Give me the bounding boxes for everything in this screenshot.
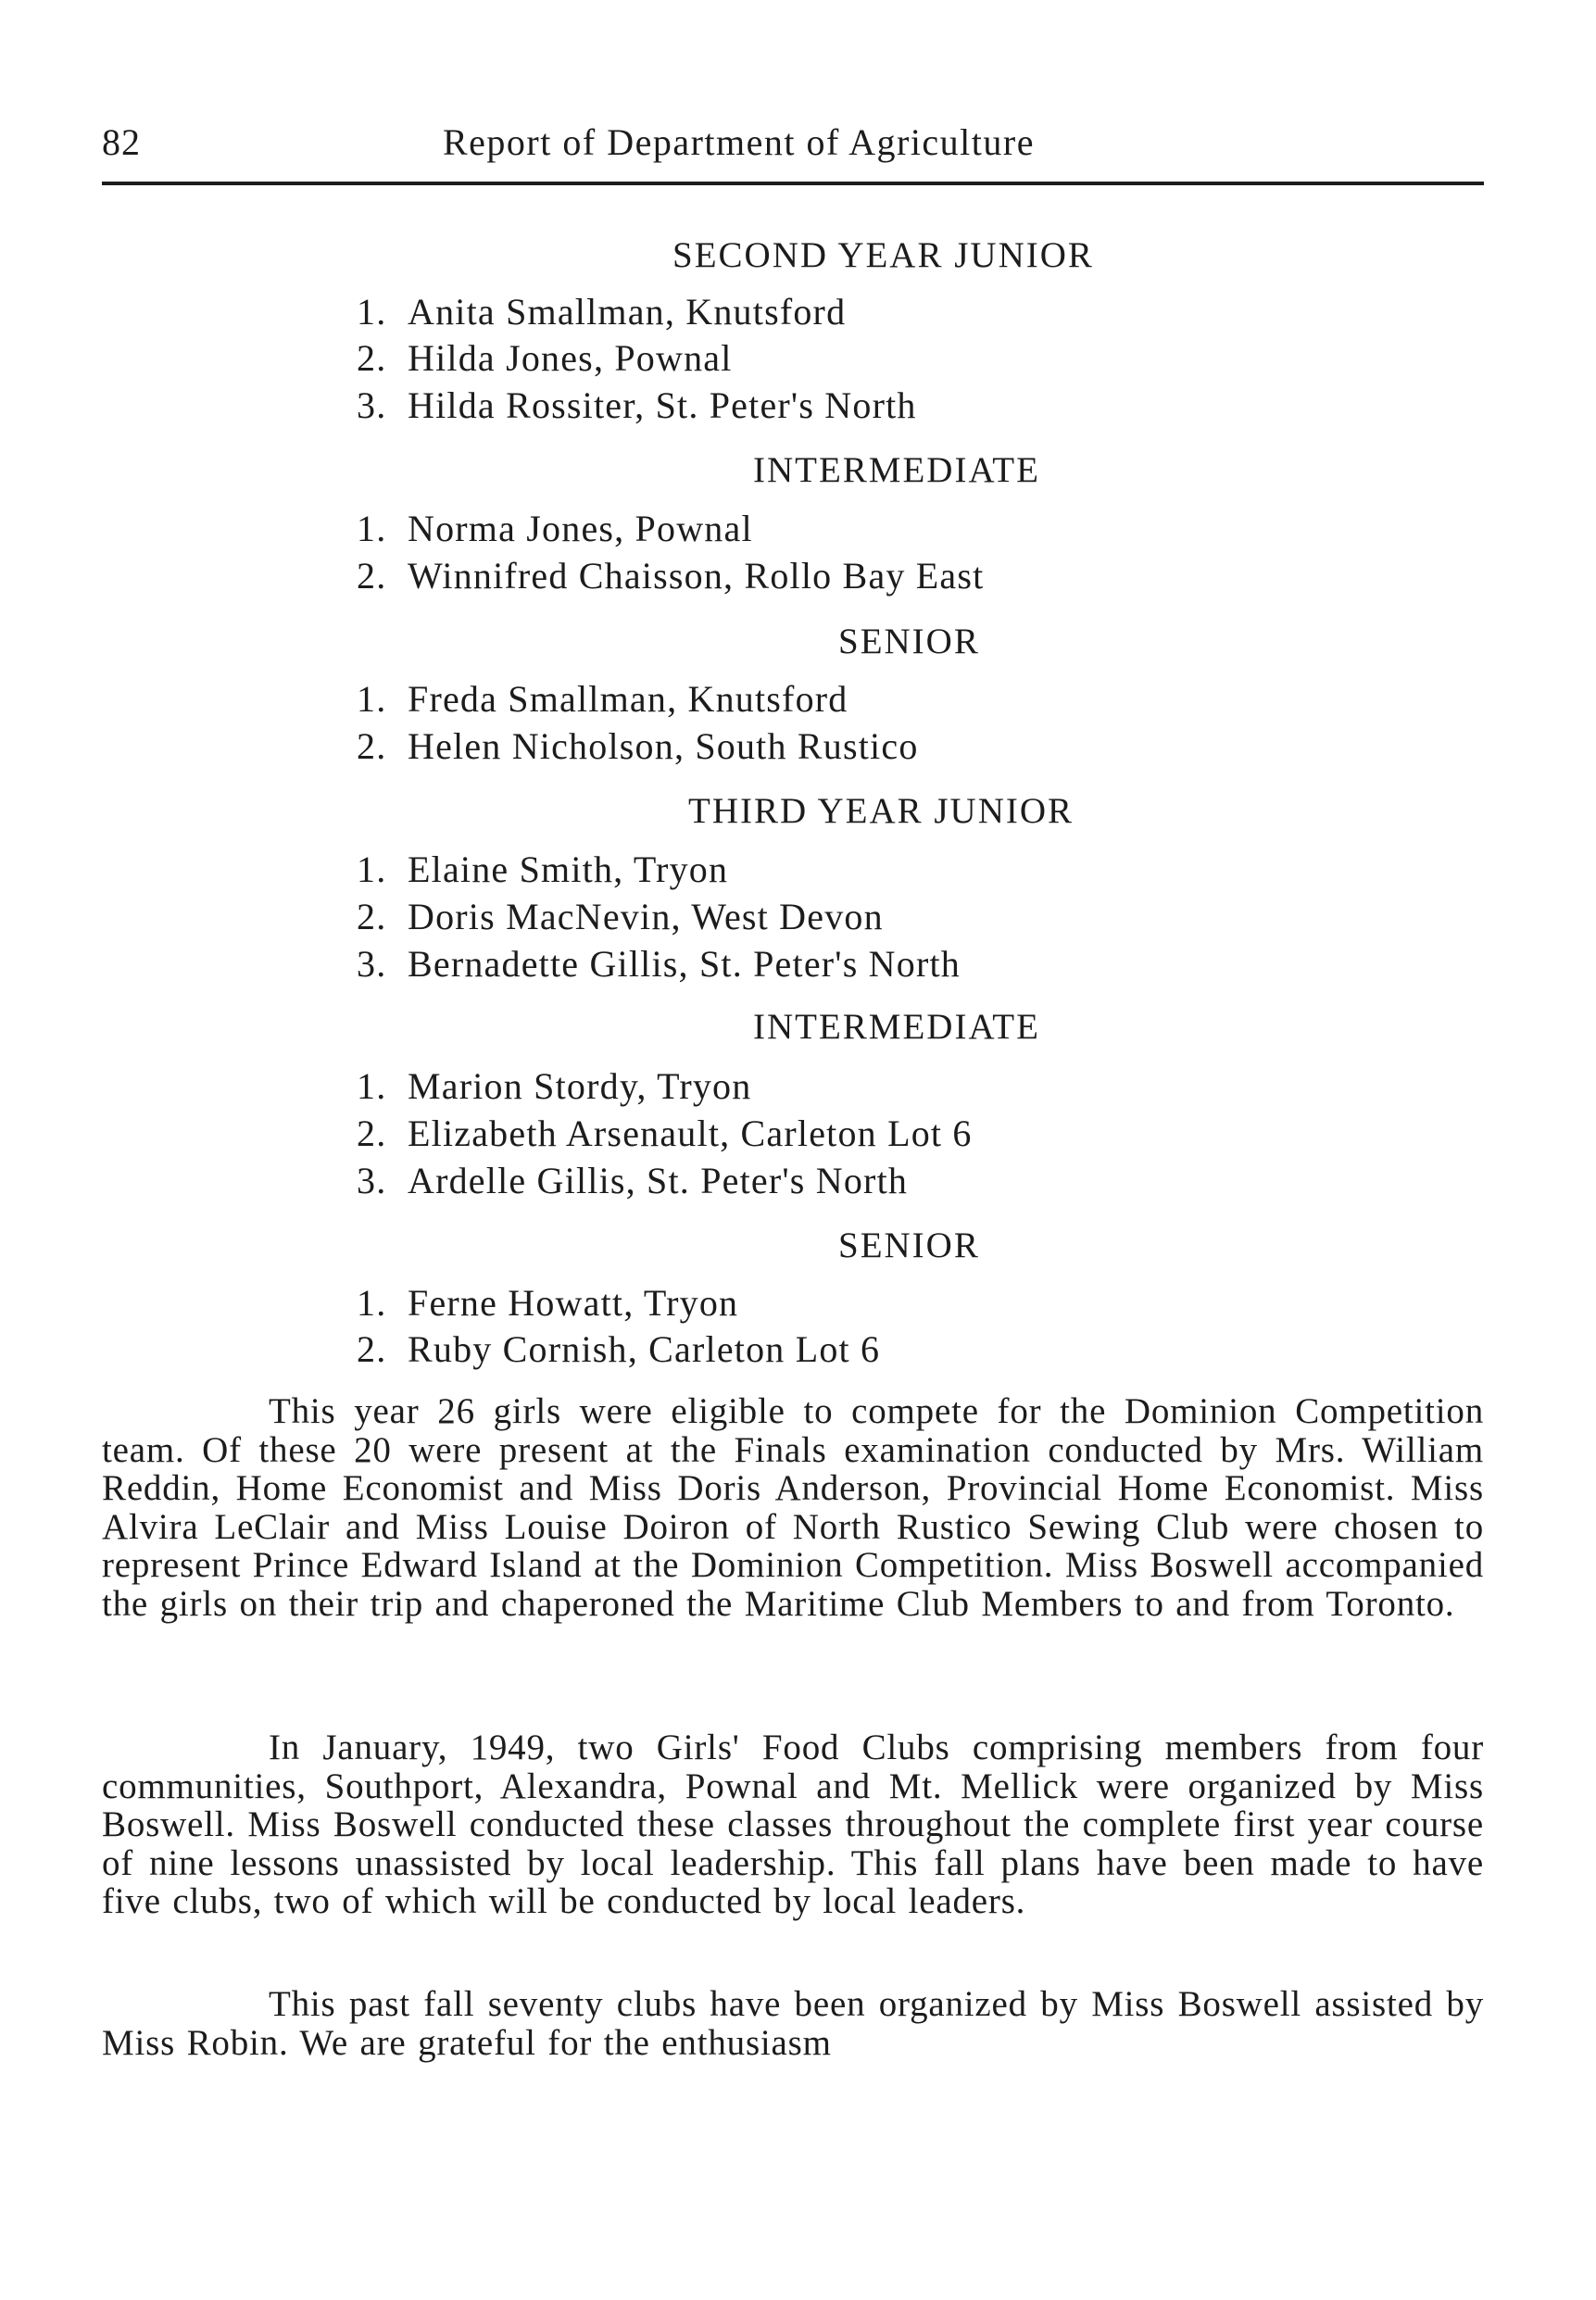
section-heading: SECOND YEAR JUNIOR [672, 235, 1094, 275]
list-item-number: 2. [357, 1328, 387, 1370]
list-item-text: Helen Nicholson, South Rustico [408, 725, 919, 767]
list-item [357, 1064, 751, 1108]
body-paragraph: In January, 1949, two Girls' Food Clubs comprising members from four communities, Southport, Alexandra, Pownal and Mt. Mellick were organized by Miss Boswell. Miss Boswell conducted these classes throughout the complete first year course of nine lessons unassisted by local leadership. This fall plans have been made to have five clubs, two of which will be conducted by local leaders. [102, 1728, 1484, 1921]
list-item-text: Anita Smallman, Knutsford [408, 291, 847, 333]
list-item-number: 3. [357, 384, 387, 426]
header-rule [102, 182, 1484, 185]
section-heading: INTERMEDIATE [753, 1007, 1040, 1047]
list-item-number: 3. [357, 1160, 387, 1201]
list-item-number: 1. [357, 291, 387, 333]
list-item [357, 724, 919, 768]
section-heading: SENIOR [838, 1225, 980, 1265]
page-number: 82 [102, 121, 141, 163]
list-item-text: Ruby Cornish, Carleton Lot 6 [408, 1328, 881, 1370]
list-item-text: Elizabeth Arsenault, Carleton Lot 6 [408, 1112, 973, 1154]
list-item-number: 2. [357, 725, 387, 767]
list-item-text: Winnifred Chaisson, Rollo Bay East [408, 555, 985, 597]
list-item-number: 1. [357, 678, 387, 720]
list-item-number: 1. [357, 848, 387, 890]
list-item-number: 2. [357, 1112, 387, 1154]
list-item [357, 848, 728, 891]
list-item-number: 1. [357, 1282, 387, 1324]
body-paragraph: This past fall seventy clubs have been organized by Miss Boswell assisted by Miss Robin. We are grateful for the enthusiasm [102, 1984, 1484, 2063]
list-item [357, 1327, 880, 1371]
list-item [357, 1281, 738, 1325]
list-item-number: 2. [357, 337, 387, 379]
section-heading: INTERMEDIATE [753, 450, 1040, 490]
list-item [357, 677, 848, 721]
list-item [357, 554, 984, 597]
running-title: Report of Department of Agriculture [443, 121, 1035, 163]
list-item-number: 2. [357, 555, 387, 597]
list-item-text: Ardelle Gillis, St. Peter's North [408, 1160, 909, 1201]
list-item-number: 1. [357, 1065, 387, 1107]
list-item [357, 336, 733, 380]
list-item-text: Hilda Jones, Pownal [408, 337, 733, 379]
list-item [357, 942, 961, 986]
list-item-number: 3. [357, 943, 387, 985]
list-item-text: Bernadette Gillis, St. Peter's North [408, 943, 961, 985]
list-item-number: 2. [357, 896, 387, 937]
list-item-text: Marion Stordy, Tryon [408, 1065, 752, 1107]
list-item-text: Elaine Smith, Tryon [408, 848, 729, 890]
list-item [357, 383, 917, 427]
list-item-text: Doris MacNevin, West Devon [408, 896, 884, 937]
list-item [357, 290, 846, 333]
section-heading: THIRD YEAR JUNIOR [688, 791, 1074, 831]
list-item-text: Freda Smallman, Knutsford [408, 678, 848, 720]
list-item [357, 507, 753, 550]
list-item-text: Ferne Howatt, Tryon [408, 1282, 739, 1324]
list-item [357, 1112, 973, 1155]
page-header [102, 120, 1484, 176]
list-item [357, 895, 884, 938]
section-heading: SENIOR [838, 622, 980, 661]
list-item-text: Norma Jones, Pownal [408, 508, 753, 549]
list-item-number: 1. [357, 508, 387, 549]
body-paragraph: This year 26 girls were eligible to compete for the Dominion Competition team. Of these 20 were present at the Finals examination conducted by Mrs. William Reddin, Home Economist and Miss Doris Anderson, Provincial Home Economist. Miss Alvira LeClair and Miss Louise Doiron of North Rustico Sewing Club were chosen to represent Prince Edward Island at the Dominion Competition. Miss Boswell accompanied the girls on their trip and chaperoned the Maritime Club Members to and from Toronto. [102, 1391, 1484, 1624]
list-item [357, 1159, 908, 1202]
list-item-text: Hilda Rossiter, St. Peter's North [408, 384, 917, 426]
